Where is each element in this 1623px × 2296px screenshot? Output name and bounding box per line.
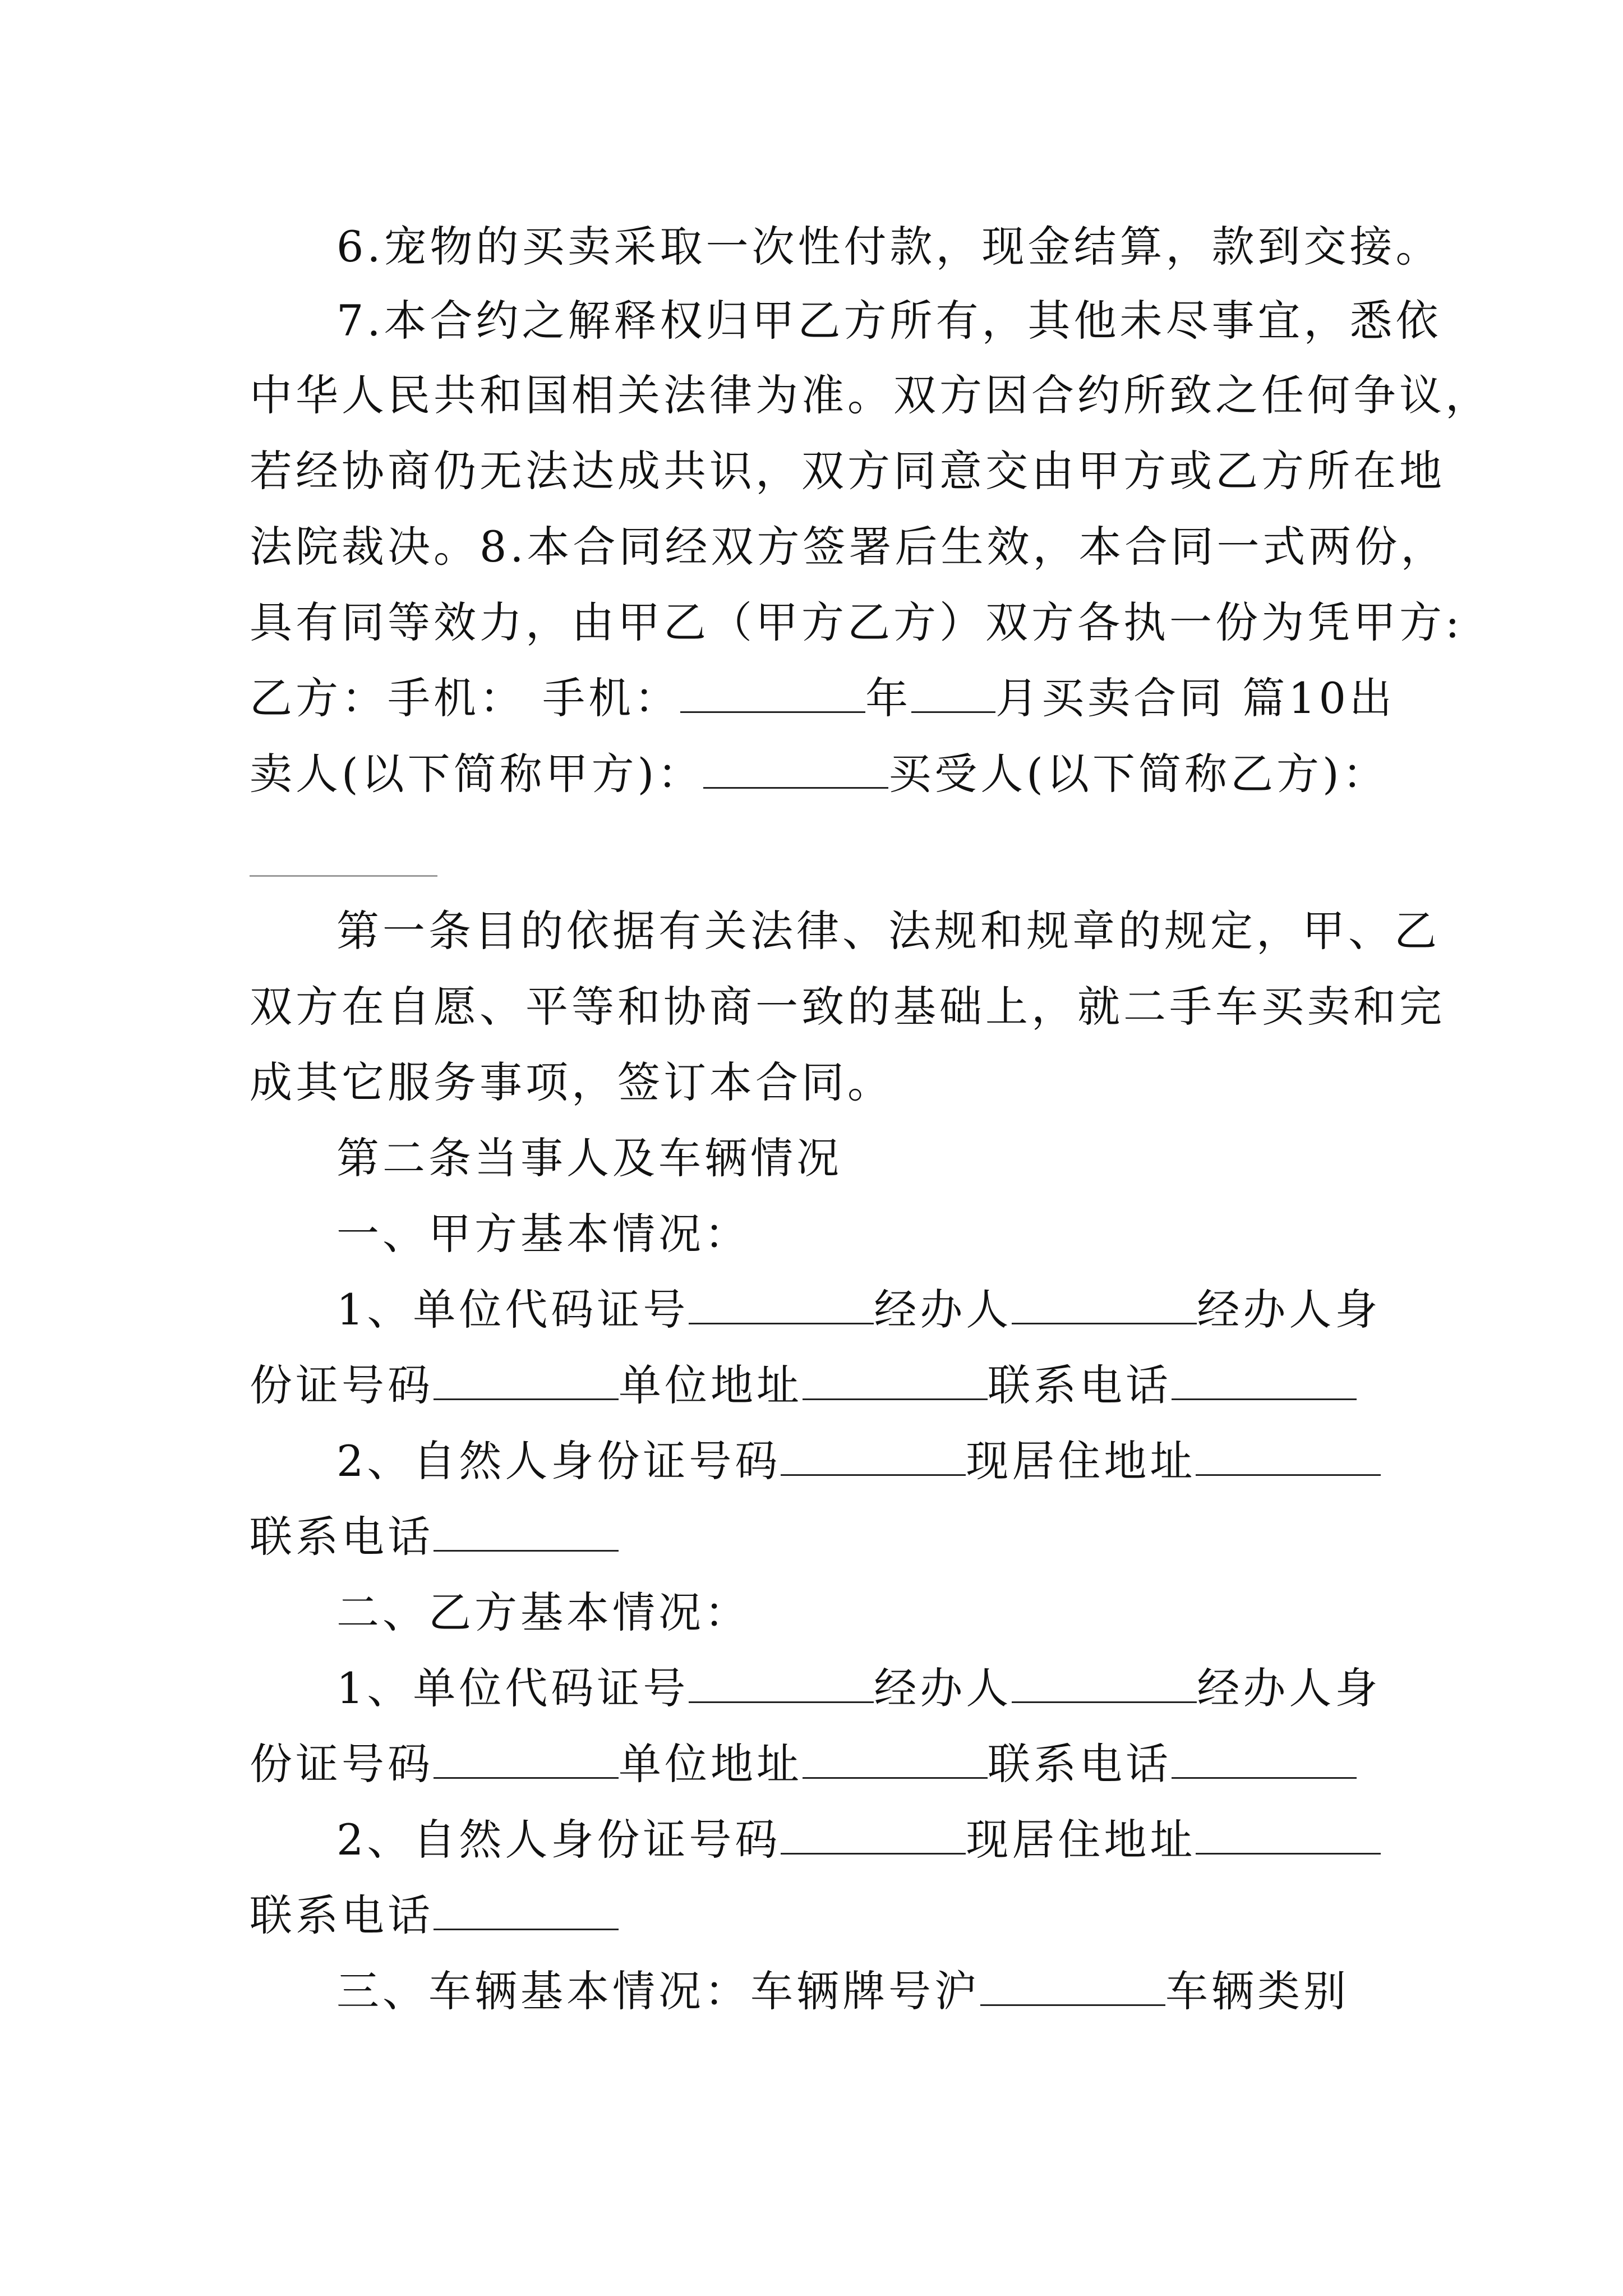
text-segment: 联系电话 <box>988 1739 1172 1789</box>
text-segment: 份证号码 <box>250 1739 434 1789</box>
text-line: 具有同等效力，由甲乙（甲方乙方）双方各执一份为凭甲方: <box>250 597 1463 647</box>
text-line <box>250 1736 1427 1792</box>
section-heading: 第二条当事人及车辆情况 <box>336 1133 842 1183</box>
text-segment: 2、自然人身份证号码 <box>336 1436 781 1486</box>
fill-blank <box>1196 1814 1381 1855</box>
fill-blank <box>781 1435 966 1476</box>
text-segment: 经办人身 <box>1197 1285 1381 1335</box>
text-line <box>250 1358 1427 1414</box>
fill-blank <box>703 748 888 789</box>
text-segment: 联系电话 <box>250 1890 434 1940</box>
fill-blank <box>434 1359 619 1400</box>
text-segment: 卖人(以下简称甲方)： <box>250 749 704 799</box>
text-segment: 联系电话 <box>250 1512 434 1562</box>
text-line: 7.本合约之解释权归甲乙方所有，其他未尽事宜，悉依 <box>336 296 1442 346</box>
text-line: 第一条目的依据有关法律、法规和规章的规定，甲、乙 <box>336 906 1440 956</box>
text-line <box>336 1812 1514 1868</box>
text-segment: 单位地址 <box>619 1360 803 1410</box>
text-segment: 年 <box>865 673 912 723</box>
text-segment: 经办人 <box>874 1285 1012 1335</box>
fill-blank <box>434 1511 619 1552</box>
text-line <box>250 1509 1427 1565</box>
fill-blank <box>1012 1283 1197 1324</box>
text-line <box>250 746 1427 802</box>
fill-blank <box>689 1283 874 1324</box>
text-segment: 买受人(以下简称乙方)： <box>888 749 1389 799</box>
text-segment: 份证号码 <box>250 1360 434 1410</box>
text-line: 中华人民共和国相关法律为准。双方因合约所致之任何争议， <box>250 370 1491 420</box>
fill-blank <box>689 1662 874 1703</box>
section-heading: 一、甲方基本情况： <box>336 1209 750 1259</box>
fill-blank <box>434 1889 619 1930</box>
fill-blank <box>1196 1435 1381 1476</box>
fill-blank <box>1172 1738 1357 1779</box>
fill-blank <box>803 1738 988 1779</box>
text-segment: 联系电话 <box>988 1360 1172 1410</box>
section-heading: 二、乙方基本情况： <box>336 1588 750 1637</box>
text-line: 6.宠物的买卖采取一次性付款，现金结算，款到交接。 <box>336 222 1442 272</box>
text-line <box>250 1888 1427 1944</box>
text-segment: 经办人身 <box>1197 1663 1381 1713</box>
text-line: 法院裁决。8.本合同经双方签署后生效，本合同一式两份， <box>250 522 1447 572</box>
text-segment: 1、单位代码证号 <box>336 1285 689 1335</box>
text-segment: 车辆类别 <box>1165 1966 1349 2016</box>
fill-blank <box>803 1359 988 1400</box>
text-segment: 现居住地址 <box>966 1436 1196 1486</box>
fill-blank <box>911 672 995 713</box>
fill-blank <box>1012 1662 1197 1703</box>
text-line <box>250 670 1427 726</box>
text-segment: 单位地址 <box>619 1739 803 1789</box>
text-line <box>336 1963 1514 2019</box>
text-segment: 月买卖合同 篇10出 <box>995 673 1396 723</box>
fill-blank <box>680 672 865 713</box>
text-segment: 2、自然人身份证号码 <box>336 1815 781 1865</box>
text-line: 若经协商仍无法达成共识，双方同意交由甲方或乙方所在地 <box>250 446 1445 496</box>
fill-blank <box>781 1814 966 1855</box>
text-segment: 乙方：手机： 手机： <box>250 673 681 723</box>
text-segment: 现居住地址 <box>966 1815 1196 1865</box>
fill-blank <box>1172 1359 1357 1400</box>
text-line: 成其它服务事项，签订本合同。 <box>250 1057 893 1107</box>
text-line <box>336 1282 1514 1338</box>
text-line <box>336 1433 1514 1489</box>
text-segment: 1、单位代码证号 <box>336 1663 689 1713</box>
text-line <box>336 1660 1514 1717</box>
fill-blank <box>434 1738 619 1779</box>
fill-blank <box>980 1965 1165 2006</box>
text-segment: 三、车辆基本情况：车辆牌号沪 <box>336 1966 980 2016</box>
fill-blank <box>250 875 437 877</box>
text-segment: 经办人 <box>874 1663 1012 1713</box>
text-line: 双方在自愿、平等和协商一致的基础上，就二手车买卖和完 <box>250 982 1445 1032</box>
